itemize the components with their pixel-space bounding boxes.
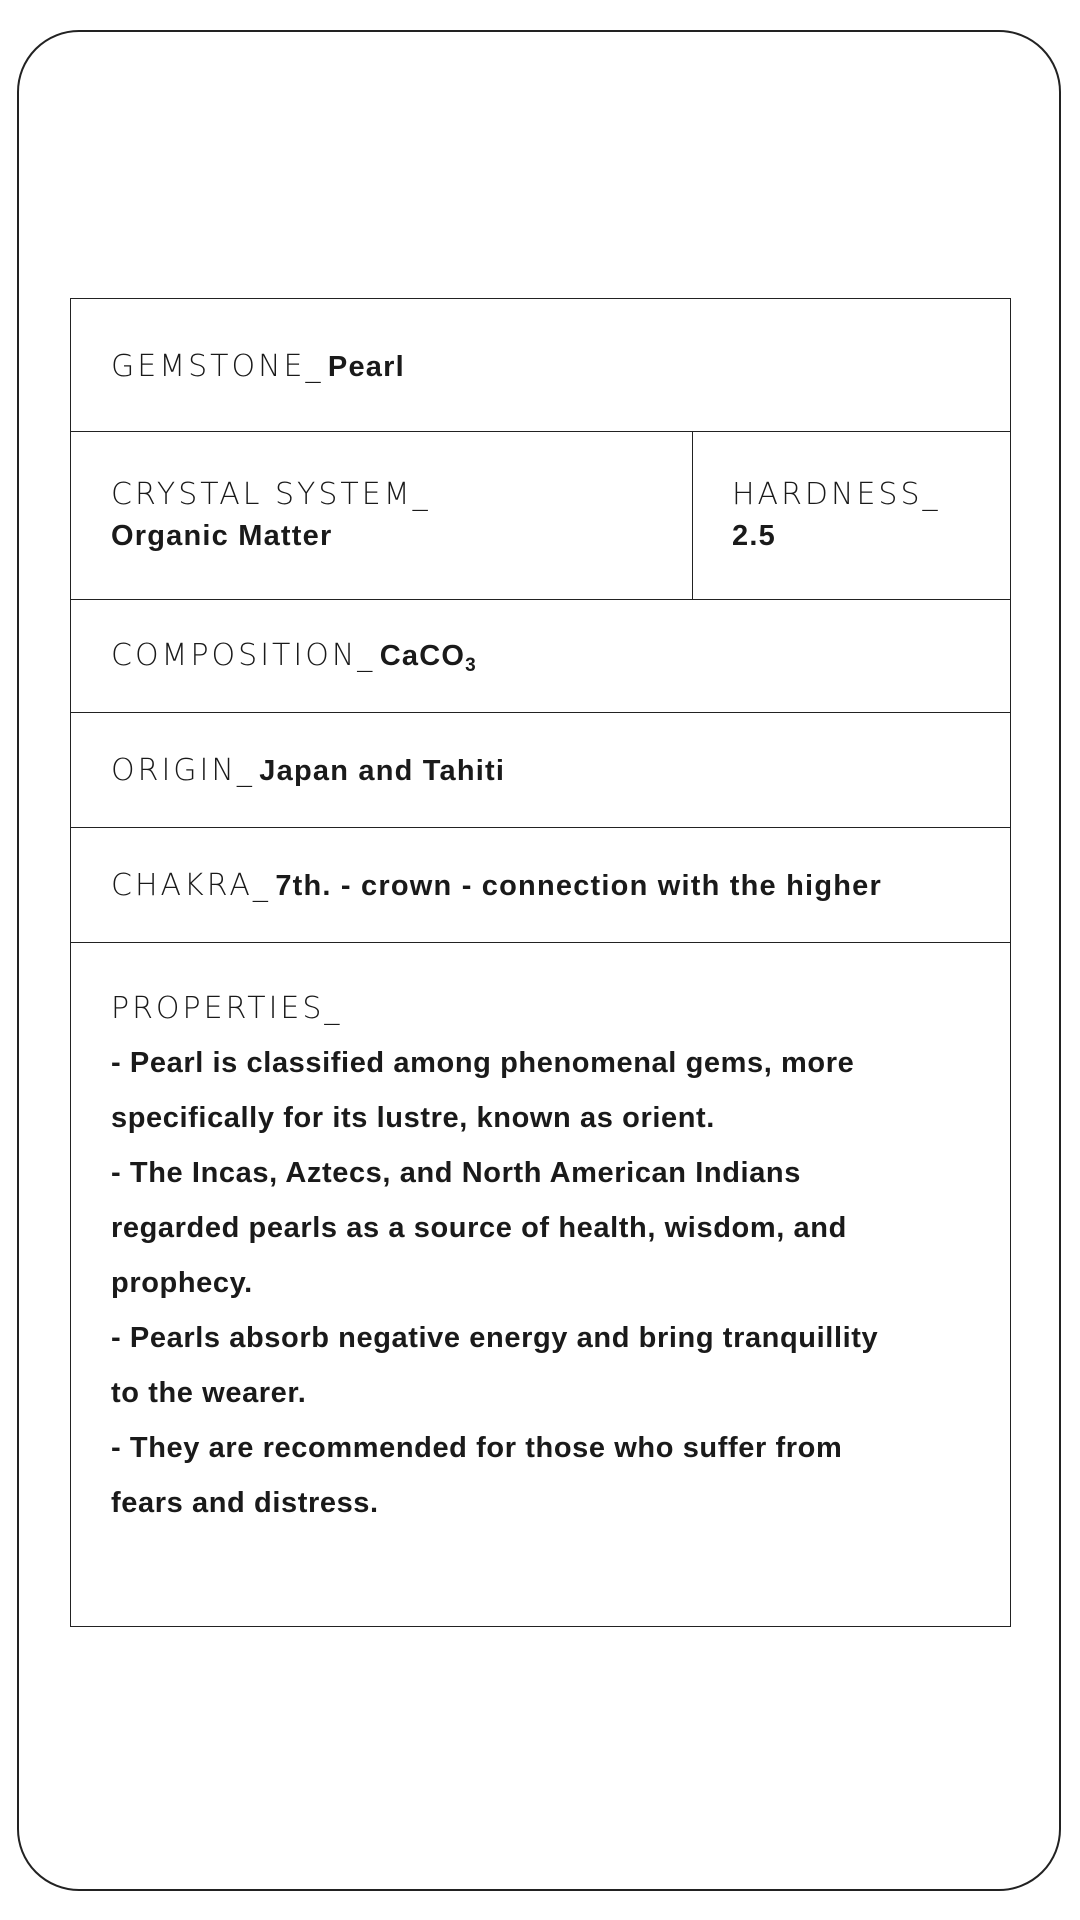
properties-line: - The Incas, Aztecs, and North American Indians <box>111 1157 801 1189</box>
properties-line: regarded pearls as a source of health, wisdom, and <box>111 1212 847 1244</box>
gemstone-value: Pearl <box>327 351 405 383</box>
crystal-system-cell <box>71 432 693 599</box>
crystal-system-label: CRYSTAL SYSTEM_ <box>111 477 431 512</box>
gemstone-info-table <box>70 298 1011 1627</box>
composition-label: COMPOSITION_ <box>111 638 376 673</box>
composition-row <box>71 600 1010 713</box>
origin-row <box>71 713 1010 828</box>
composition-subscript: 3 <box>465 655 476 676</box>
origin-value: Japan and Tahiti <box>259 755 506 787</box>
gemstone-line <box>111 349 405 384</box>
composition-formula: CaCO <box>379 640 466 672</box>
hardness-label: HARDNESS_ <box>732 477 941 512</box>
composition-value <box>379 640 476 676</box>
crystal-system-value: Organic Matter <box>111 520 333 552</box>
properties-line: specifically for its lustre, known as orient. <box>111 1102 715 1134</box>
properties-line: to the wearer. <box>111 1377 307 1409</box>
gemstone-row <box>71 299 1010 432</box>
chakra-line <box>111 868 882 903</box>
gemstone-label: GEMSTONE_ <box>111 349 324 384</box>
crystal-hardness-row <box>71 432 1010 600</box>
properties-stack <box>111 991 878 1531</box>
hardness-value: 2.5 <box>732 520 776 552</box>
hardness-stack <box>732 477 941 553</box>
hardness-cell <box>692 432 1010 599</box>
properties-line: fears and distress. <box>111 1487 379 1519</box>
properties-text <box>111 1036 878 1531</box>
chakra-label: CHAKRA_ <box>111 868 271 903</box>
properties-line: - Pearl is classified among phenomenal gems, more <box>111 1047 855 1079</box>
origin-label: ORIGIN_ <box>111 753 255 788</box>
chakra-row <box>71 828 1010 943</box>
properties-row <box>71 943 1010 1626</box>
properties-line: prophecy. <box>111 1267 253 1299</box>
properties-line: - Pearls absorb negative energy and bring tranquillity <box>111 1322 879 1354</box>
chakra-value: 7th. - crown - connection with the higher <box>275 870 882 902</box>
properties-label: PROPERTIES_ <box>111 991 343 1026</box>
origin-line <box>111 753 505 788</box>
properties-line: - They are recommended for those who suffer from <box>111 1432 843 1464</box>
crystal-system-stack <box>111 477 431 553</box>
composition-line <box>111 638 476 677</box>
